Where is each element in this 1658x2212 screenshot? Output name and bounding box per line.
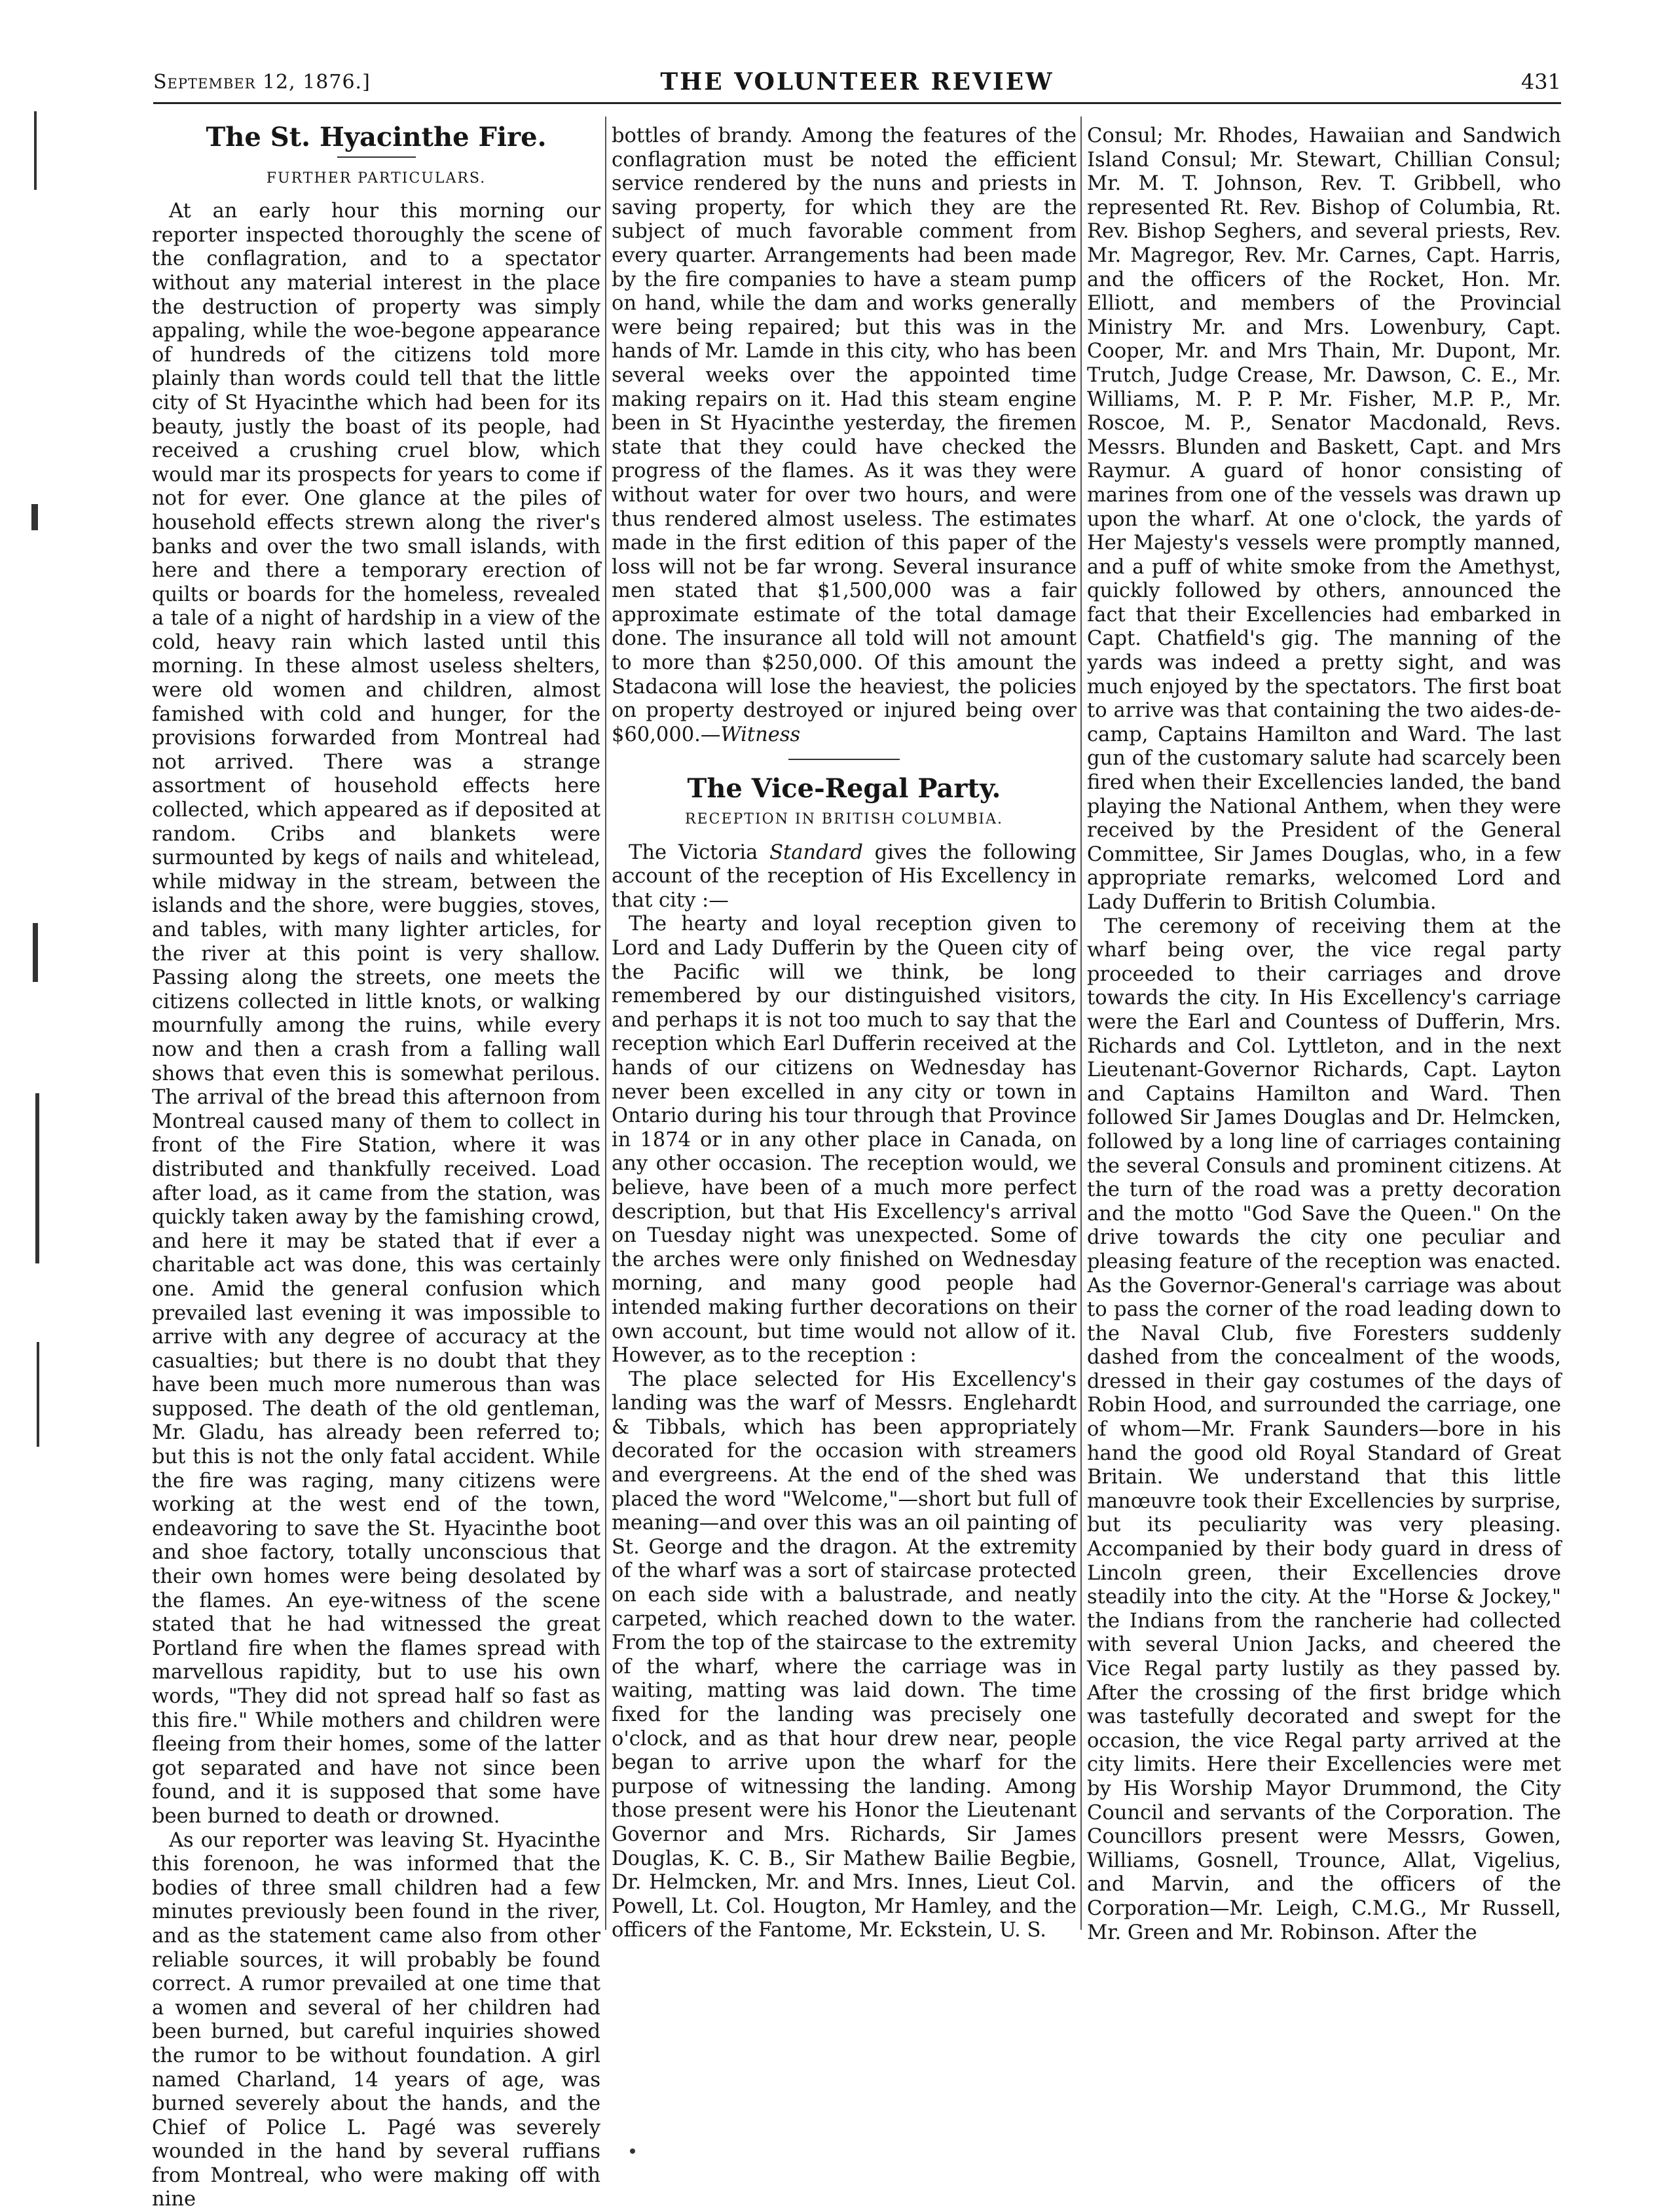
article-paragraph: At an early hour this morning our reporter inspected thoroughly the scene of the conflagration, and to a spectator without any material interest in the place the destruction of property was simply appaling, while the woe-begone appearance of hundreds of the citizens told more plainly than words could tell that the little city of St Hyacinthe which had been for its beauty, justly the boast of its people, had received a crushing cruel blow, which would mar its prospects for years to come if not for ever. One glance at the piles of household effects strewn along the river's banks and over the two small islands, with here and there a temporary erection of quilts or boards for the homeless, revealed a tale of a night of hardship in a view of the cold, heavy rain which lasted until this morning. In these almost useless shelters, were old women and children, almost famished with cold and hunger, for the provisions forwarded from Montreal had not arrived. There was a strange assortment of household effects here collected, which appeared as if deposited at random. Cribs and blankets were surmounted by kegs of nails and whitelead, while midway in the stream, between the islands and the shore, were buggies, stoves, and tables, with many lighter articles, for the river at this point is very shallow. Passing along the streets, one meets the citizens collected in little knots, or walking mournfully among the ruins, while every now and then a crash from a falling wall shows that even this is somewhat perilous. The arrival of the bread this afternoon from Montreal caused many of them to collect in front of the Fire Station, where it was distributed and thankfully received. Load after load, as it came from the station, was quickly taken away by the famishing crowd, and here it may be stated that if ever a charitable act was done, this was certainly one. Amid the general confusion which prevailed last evening it was impossible to arrive with any degree of accuracy at the casualties; but there is no doubt that they have been much more numerous than was supposed. The death of the old gentleman, Mr. Gladu, has already been referred to; but this is not the only fatal accident. While the fire was raging, many citizens were working at the west end of the town, endeavoring to save the St. Hyacinthe boot and shoe factory, totally unconscious that their own homes were being desolated by the flames. An eye-witness of the scene stated that he had witnessed the great Portland fire when the flames spread with marvellous rapidity, but to use his own words, "They did not spread half so fast as this fire." While mothers and children were fleeing from their homes, some of the latter got separated and have not since been found, and it is supposed that some have been burned to death or drowned. bbox=[152, 200, 600, 1828]
header-page-number: 431 bbox=[1520, 69, 1561, 94]
article-title: The Vice-Regal Party. bbox=[687, 773, 1001, 805]
page-header bbox=[153, 65, 1561, 104]
column-rule bbox=[605, 117, 606, 1930]
newspaper-name: Standard bbox=[769, 841, 863, 864]
article-paragraph bbox=[612, 841, 1077, 913]
paragraph-text: The Victoria bbox=[629, 841, 770, 864]
divider bbox=[788, 759, 900, 760]
column-1 bbox=[152, 124, 600, 2212]
article-paragraph bbox=[612, 124, 1077, 747]
ink-dot bbox=[630, 2149, 635, 2154]
margin-ink-marks bbox=[20, 111, 52, 1473]
column-3 bbox=[1087, 124, 1561, 1945]
article-paragraph: The hearty and loyal reception given to Lord and Lady Dufferin by the Queen city of the Pacific will we think, be long remembered by our distinguished visitors, and perhaps it is not too much to say that the reception which Earl Dufferin received at the hands of our citizens on Wednesday has never been excelled in any city or town in Ontario during his tour through that Province in 1874 or in any other place in Canada, on any other occasion. The reception would, we believe, have been of a much more perfect description, but that His Excellency's arrival on Tuesday night was unexpected. Some of the arches were only finished on Wednesday morning, and many good people had intended making further decorations on their own account, but time would not allow of it. However, as to the reception : bbox=[612, 913, 1077, 1368]
article-paragraph: The ceremony of receiving them at the wharf being over, the vice regal party proceeded to their carriages and drove towards the city. In His Excellency's carriage were the Earl and Countess of Dufferin, Mrs. Richards and Col. Lyttleton, and in the next Lieutenant-Governor Richards, Capt. Layton and Captains Hamilton and Ward. Then followed Sir James Douglas and Dr. Helmcken, followed by a long line of carriages containing the several Consuls and prominent citizens. At the turn of the road was a pretty decoration and the motto "God Save the Queen." On the drive towards the city one peculiar and pleasing feature of the reception was enacted. As the Governor-General's carriage was about to pass the corner of the road leading down to the Naval Club, five Foresters suddenly dashed from the concealment of the woods, dressed in their gay costumes of the days of Robin Hood, and surrounded the carriage, one of whom—Mr. Frank Saunders—bore in his hand the good old Royal Standard of Great Britain. We understand that this little manœuvre took their Excellencies by surprise, but its peculiarity was very pleasing. Accompanied by their body guard in dress of Lincoln green, their Excellencies drove steadily into the city. At the "Horse & Jockey," the Indians from the rancherie had collected with several Union Jacks, and cheered the Vice Regal party lustily as they passed by. After the crossing of the first bridge which was tastefully decorated and swept for the occasion, the vice Regal party arrived at the city limits. Here their Excellencies were met by His Worship Mayor Drummond, the City Council and servants of the Corporation. The Councillors present were Messrs, Gowen, Williams, Gosnell, Trounce, Allat, Vigelius, and Marvin, and the officers of the Corporation—Mr. Leigh, C.M.G., Mr Russell, Mr. Green and Mr. Robinson. After the bbox=[1087, 915, 1561, 1944]
article-paragraph: As our reporter was leaving St. Hyacinthe this forenoon, he was informed that the bodies of three small children had a few minutes previously been found in the river, and as the statement came also from other reliable sources, it will probably be found correct. A rumor prevailed at one time that a women and several of her children had been burned, but careful inquiries showed the rumor to be without foundation. A girl named Charland, 14 years of age, was burned severely about the hands, and the Chief of Police L. Pagé was severely wounded in the hand by several ruffians from Montreal, who were making off with nine bbox=[152, 1828, 600, 2211]
signature: Witness bbox=[720, 723, 801, 746]
article-paragraph-continued: Consul; Mr. Rhodes, Hawaiian and Sandwich Island Consul; Mr. Stewart, Chillian Consul; Mr. M. T. Johnson, Rev. T. Gribbell, who represented Rt. Rev. Bishop of Columbia, Rt. Rev. Bishop Seghers, and several priests, Rev. Mr. Magregor, Rev. Mr. Carnes, Capt. Harris, and the officers of the Rocket, Hon. Mr. Elliott, and members of the Provincial Ministry Mr. and Mrs. Lowenbury, Capt. Cooper, Mr. and Mrs Thain, Mr. Dupont, Mr. Trutch, Judge Crease, Mr. Dawson, C. E., Mr. Williams, M. P. P. Mr. Fisher, M.P. P., Mr. Roscoe, M. P., Senator Macdonald, Revs. Messrs. Blunden and Baskett, Capt. and Mrs Raymur. A guard of honor consisting of marines from one of the vessels was drawn up upon the wharf. At one o'clock, the yards of Her Majesty's vessels were promptly manned, and a puff of white smoke from the Amethyst, quickly followed by others, announced the fact that their Excellencies had embarked in Capt. Chatfield's gig. The manning of the yards was indeed a pretty sight, and was much enjoyed by the spectators. The first boat to arrive was that containing the two aides-de-camp, Captains Hamilton and Ward. The last gun of the customary salute had scarcely been fired when their Excellencies landed, the band playing the National Anthem, when they were received by the President of the General Committee, Sir James Douglas, who, in a few appropriate remarks, welcomed Lord and Lady Dufferin to British Columbia. bbox=[1087, 124, 1561, 914]
column-rule bbox=[1080, 117, 1082, 1930]
header-title: THE VOLUNTEER REVIEW bbox=[660, 68, 1054, 96]
divider bbox=[337, 156, 416, 158]
paragraph-text: bottles of brandy. Among the features of the conflagration must be noted the efficient service rendered by the nuns and priests in saving property, for which they are the subject of much favorable comment from every quarter. Arrangements had been made by the fire companies to have a steam pump on hand, while the dam and works generally were being repaired; but this was in the hands of Mr. Lamde in this city, who has been several weeks over the appointed time making repairs on it. Had this steam engine been in St Hyacinthe yesterday, the firemen state that they could have checked the progress of the flames. As it was they were without water for over two hours, and were thus rendered almost useless. The estimates made in the first edition of this paper of the loss will not be far wrong. Several insurance men stated that $1,500,000 was a fair approximate estimate of the total damage done. The insurance all told will not amount to more than $250,000. Of this amount the Stadacona will lose the heaviest, the policies on property destroyed or injured being over $60,000.— bbox=[612, 124, 1077, 746]
article-paragraph: The place selected for His Excellency's landing was the warf of Messrs. Englehardt & Tibbals, which has been appropriately decorated for the occasion with streamers and evergreens. At the end of the shed was placed the word "Welcome,"—short but full of meaning—and over this was an oil painting of St. George and the dragon. At the extremity of the wharf was a sort of staircase protected on each side with a balustrade, and neatly carpeted, which reached down to the water. From the top of the staircase to the extremity of the wharf, where the carriage was in waiting, matting was laid down. The time fixed for the landing was precisely one o'clock, and as that hour drew near, people began to arrive upon the wharf for the purpose of witnessing the landing. Among those present were his Honor the Lieutenant Governor and Mrs. Richards, Sir James Douglas, K. C. B., Sir Mathew Bailie Begbie, Dr. Helmcken, Mr. and Mrs. Innes, Lieut Col. Powell, Lt. Col. Hougton, Mr Hamley, and the officers of the Fantome, Mr. Eckstein, U. S. bbox=[612, 1368, 1077, 1942]
column-2 bbox=[612, 124, 1077, 1943]
article-title: The St. Hyacinthe Fire. bbox=[206, 122, 547, 153]
article-subtitle: RECEPTION IN BRITISH COLUMBIA. bbox=[684, 811, 1003, 828]
header-date: September 12, 1876.] bbox=[153, 71, 371, 94]
article-subtitle: FURTHER PARTICULARS. bbox=[266, 170, 487, 187]
paragraph-text: gives the following account of the reception of His Excellency in that city :— bbox=[612, 841, 1077, 912]
